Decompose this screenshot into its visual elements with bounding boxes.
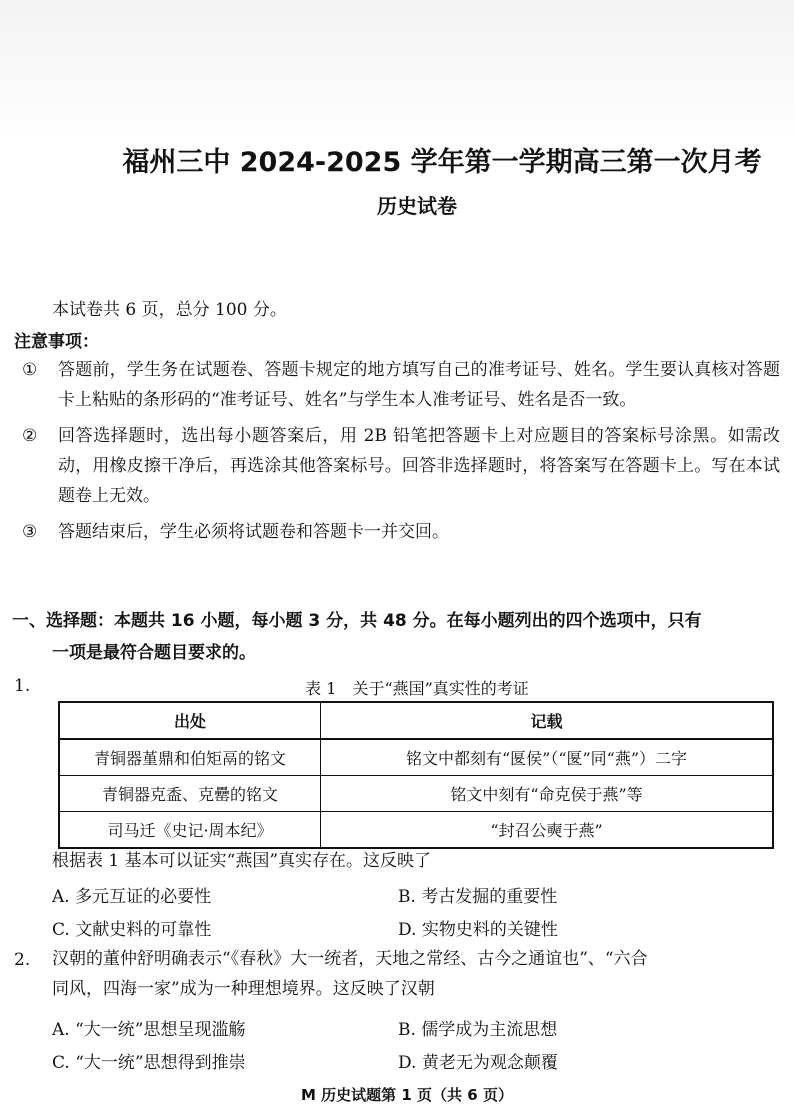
table-header-cell: 出处 [59,702,321,739]
notice-item [20,517,780,547]
option-c: C. “大一统”思想得到推崇 [52,1053,246,1073]
question-number: 2. [14,950,31,970]
table-cell: 司马迁《史记·周本纪》 [59,812,321,849]
table-header-row [59,702,773,739]
notice-item [20,355,780,415]
table-cell: 铭文中刻有“命克侯于燕”等 [321,776,774,812]
table-cell: 铭文中都刻有“匽侯”（“匽”同“燕”）二字 [321,739,774,776]
exam-title: 福州三中 2024-2025 学年第一学期高三第一次月考 [122,147,762,178]
notice-text: 答题结束后，学生必须将试题卷和答题卡一并交回。 [58,522,449,542]
notice-number: ② [22,426,38,446]
table-row [59,812,773,849]
notice-list [20,355,780,553]
option-a: A. 多元互证的必要性 [52,887,212,907]
question-stem [52,944,778,1004]
notice-number: ③ [22,522,38,542]
table-row [59,776,773,812]
notice-item [20,421,780,511]
page-footer: M 历史试题第 1 页（共 6 页） [301,1086,513,1104]
exam-subtitle: 历史试卷 [377,194,457,218]
notice-number: ① [22,360,38,380]
exam-intro: 本试卷共 6 页，总分 100 分。 [52,300,287,320]
evidence-table [58,701,774,849]
table-cell: 青铜器堇鼎和伯矩鬲的铭文 [59,739,321,776]
question-stem-line: 同风，四海一家”成为一种理想境界。这反映了汉朝 [52,979,435,999]
table-cell: 青铜器克盉、克罍的铭文 [59,776,321,812]
section-heading-line: 一、选择题：本题共 16 小题，每小题 3 分，共 48 分。在每小题列出的四个选项中，只有 [12,611,702,631]
table-cell: “封召公奭于燕” [321,812,774,849]
notice-text: 回答选择题时，选出每小题答案后，用 2B 铅笔把答题卡上对应题目的答案标号涂黑。如需改动，用橡皮擦干净后，再选涂其他答案标号。回答非选择题时，将答案写在答题卡上。写在本试题卷上无效。 [58,426,780,506]
option-b: B. 儒学成为主流思想 [398,1020,558,1040]
section-heading-line: 一项是最符合题目要求的。 [52,643,256,663]
question-number: 1. [14,676,31,696]
option-d: D. 实物史料的关键性 [398,920,558,940]
notice-text: 答题前，学生务在试题卷、答题卡规定的地方填写自己的准考证号、姓名。学生要认真核对答题卡上粘贴的条形码的“准考证号、姓名”与学生本人准考证号、姓名是否一致。 [58,360,780,410]
table-header-cell: 记载 [321,702,774,739]
option-a: A. “大一统”思想呈现滥觞 [52,1020,246,1040]
question-stem-line: 汉朝的董仲舒明确表示“《春秋》大一统者，天地之常经、古今之通谊也”、“六合 [52,949,648,969]
option-c: C. 文献史料的可靠性 [52,920,212,940]
question-stem: 根据表 1 基本可以证实“燕国”真实存在。这反映了 [52,851,432,871]
option-b: B. 考古发掘的重要性 [398,887,558,907]
section-heading [12,605,778,669]
table-row [59,739,773,776]
table-caption: 表 1 关于“燕国”真实性的考证 [305,679,529,698]
notice-heading: 注意事项： [14,332,99,352]
option-d: D. 黄老无为观念颠覆 [398,1053,558,1073]
